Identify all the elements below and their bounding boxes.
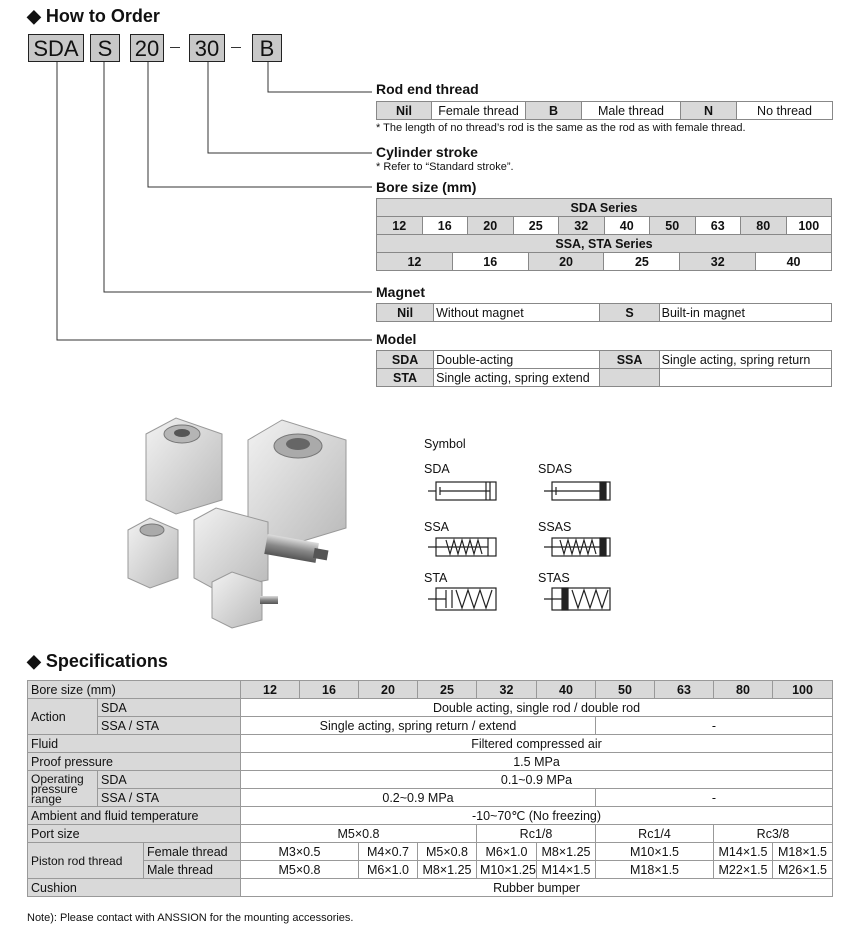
model-title: Model bbox=[376, 331, 417, 347]
bore-sda-table: SDA Series 12 16 20 25 32 40 50 63 80 100 bbox=[376, 198, 832, 235]
code-rod-end: B bbox=[252, 34, 282, 62]
symbol-label-sda: SDA bbox=[424, 462, 450, 476]
symbol-ssa bbox=[428, 538, 496, 556]
footnote: Note): Please contact with ANSSION for the mounting accessories. bbox=[27, 912, 354, 924]
symbol-stas bbox=[544, 588, 610, 610]
code-stroke: 30 bbox=[189, 34, 225, 62]
magnet-table: Nil Without magnet S Built-in magnet bbox=[376, 303, 832, 322]
specifications-heading: ◆ Specifications bbox=[27, 651, 168, 671]
symbol-title: Symbol bbox=[424, 437, 466, 451]
bore-title: Bore size (mm) bbox=[376, 179, 477, 195]
model-table: SDA Double-acting SSA Single acting, spring return STA Single acting, spring extend bbox=[376, 350, 832, 387]
rod-end-table: Nil Female thread B Male thread N No thread bbox=[376, 101, 833, 120]
symbol-label-ssas: SSAS bbox=[538, 520, 572, 534]
code-magnet: S bbox=[90, 34, 120, 62]
symbol-label-sta: STA bbox=[424, 571, 448, 585]
diamond-icon: ◆ bbox=[27, 6, 41, 26]
magnet-title: Magnet bbox=[376, 284, 425, 300]
symbol-label-stas: STAS bbox=[538, 571, 570, 585]
how-to-order-heading: ◆ How to Order bbox=[27, 6, 160, 26]
symbol-ssas bbox=[544, 538, 610, 556]
stroke-note: * Refer to “Standard stroke”. bbox=[376, 161, 514, 173]
code-bore: 20 bbox=[130, 34, 164, 62]
code-model: SDA bbox=[28, 34, 84, 62]
rod-end-title: Rod end thread bbox=[376, 81, 479, 97]
symbol-sdas bbox=[544, 482, 610, 500]
symbol-label-sdas: SDAS bbox=[538, 462, 573, 476]
specifications-table: Bore size (mm) 12 16 20 25 32 40 50 63 80 100 Action SDA Double acting, single rod / double rod SSA / STA Single acting, spring return / extend - Fluid Filtered compressed air Proof pressure 1.5 MPa Operating pressure range SDA 0.1~0.9 MPa SSA / STA 0.2~0.9 MPa - Ambient and fluid temperature -10~70℃ (No freezing) Port size M5×0.8 Rc1/8 Rc1/4 Rc3/8 Piston rod thread Female thread M3×0.5 M4×0.7 M5×0.8 M6×1.0 M8×1.25 M10×1.5 M14×1.5 M18×1.5 Male thread M5×0.8 M6×1.0 M8×1.25 M10×1.25 M14×1.5 M18×1.5 M22×1.5 M26×1.5 Cushion Rubber bumper bbox=[27, 680, 833, 897]
symbol-sta bbox=[428, 588, 496, 610]
rod-end-note: * The length of no thread’s rod is the same as the rod as with female thread. bbox=[376, 122, 746, 134]
stroke-title: Cylinder stroke bbox=[376, 144, 478, 160]
bore-ssa-table: SSA, STA Series 12 16 20 25 32 40 bbox=[376, 234, 832, 271]
symbol-sda bbox=[428, 482, 496, 500]
diamond-icon: ◆ bbox=[27, 651, 41, 671]
symbol-label-ssa: SSA bbox=[424, 520, 450, 534]
